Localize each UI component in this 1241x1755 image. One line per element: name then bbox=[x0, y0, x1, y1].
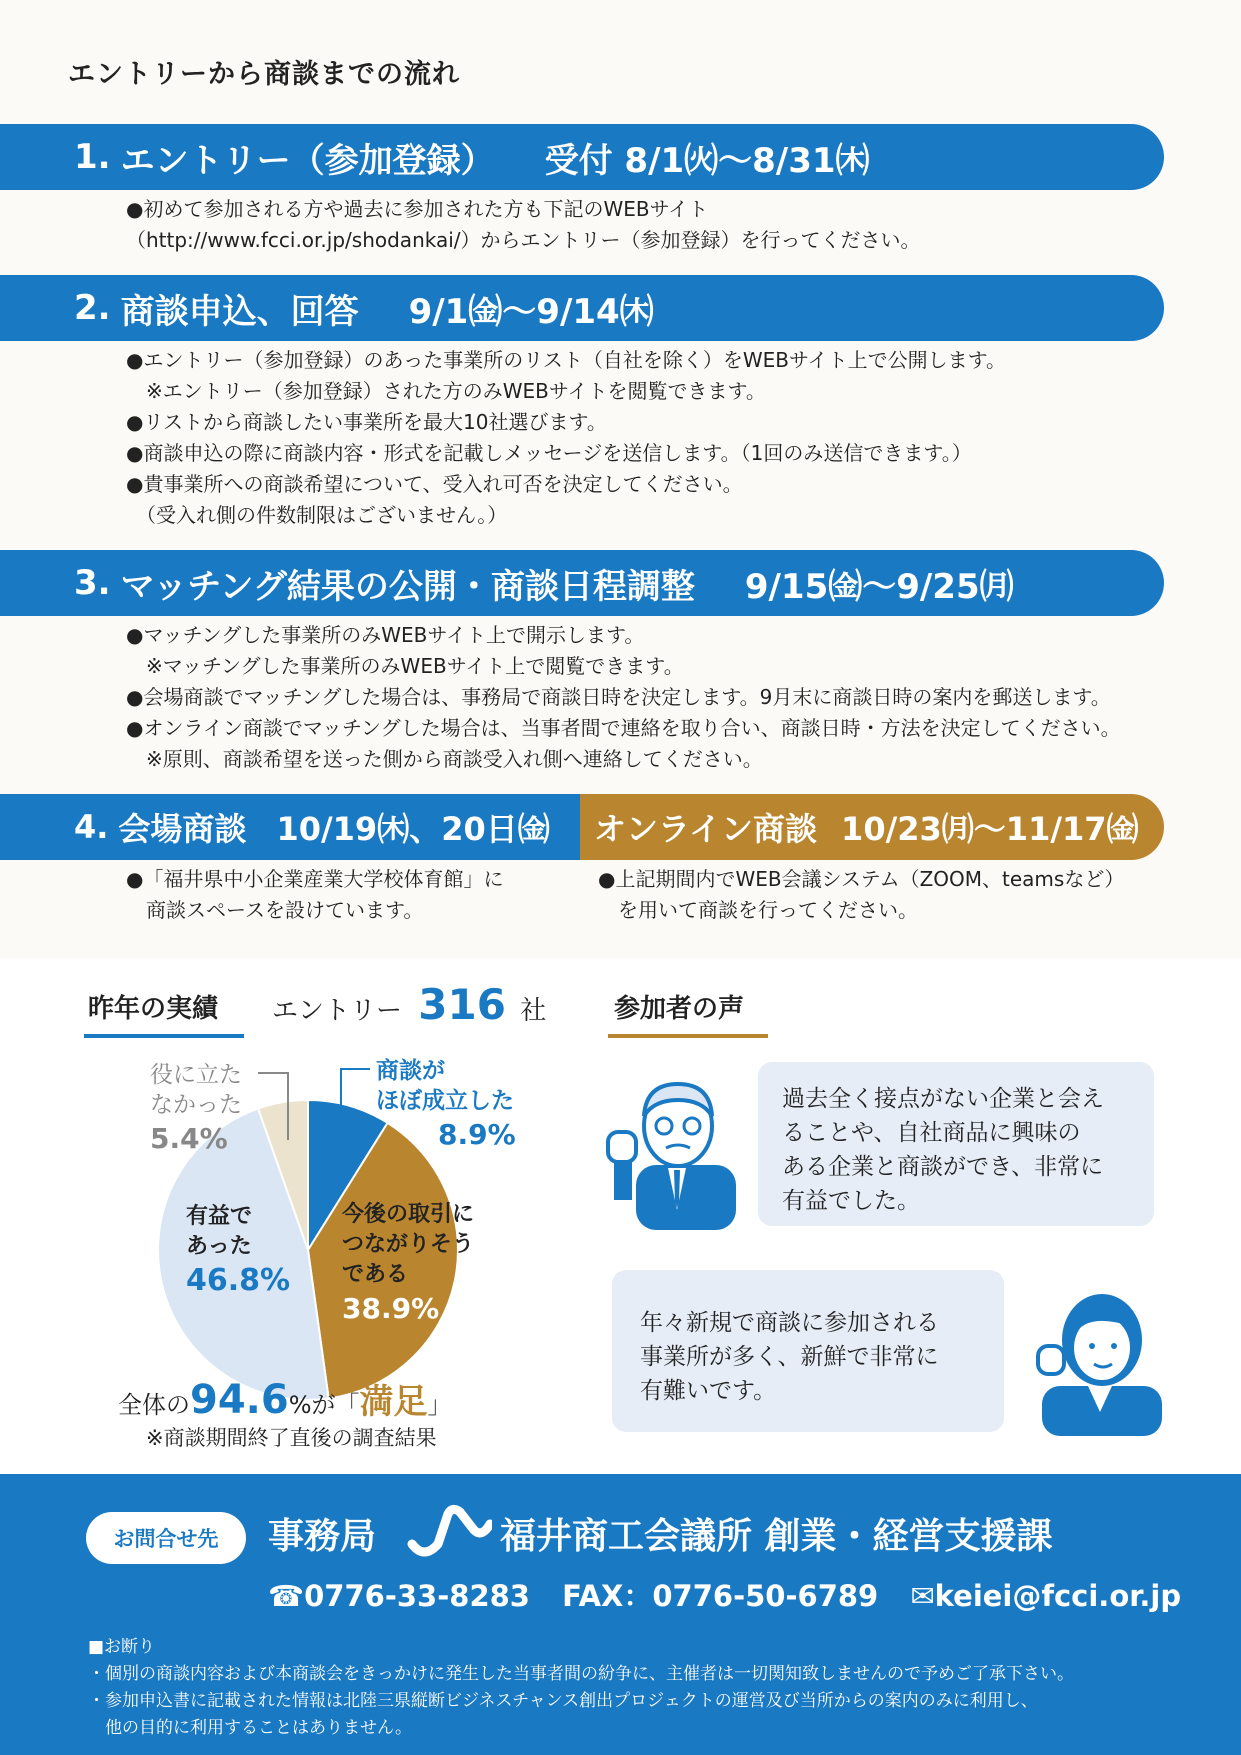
pie-label-text: 有益で bbox=[186, 1204, 253, 1229]
entry-line bbox=[272, 980, 546, 1029]
step1-text bbox=[126, 194, 921, 256]
step3-text bbox=[126, 620, 1121, 775]
voice-line: ある企業と商談ができ、非常に bbox=[782, 1154, 1104, 1180]
pie-label-success bbox=[376, 1056, 516, 1150]
step2-band bbox=[0, 275, 1164, 341]
step4-line: 商談スペースを設けています。 bbox=[126, 898, 424, 922]
step2-text bbox=[126, 345, 1006, 531]
voice-line: 有難いです。 bbox=[640, 1378, 777, 1404]
voice-line: 年々新規で商談に参加される bbox=[640, 1310, 939, 1336]
step4-band bbox=[0, 794, 600, 860]
woman-avatar-icon bbox=[1036, 1286, 1166, 1436]
leader-line bbox=[340, 1068, 342, 1114]
step2-date: 9/1㈮〜9/14㈭ bbox=[408, 291, 654, 332]
voice-bubble-1 bbox=[758, 1062, 1154, 1226]
satisfaction-prefix: 全体の bbox=[118, 1391, 190, 1419]
notice-line: ・個別の商談内容および本商談会をきっかけに発生した当事者間の紛争に、主催者は一切関知致しませんので予めご了承下さい。 bbox=[88, 1664, 1074, 1684]
step2-title: 商談申込、回答 bbox=[120, 291, 359, 332]
notice-title: ■お断り bbox=[88, 1637, 156, 1657]
step2-line: ●リストから商談したい事業所を最大10社選びます。 bbox=[126, 410, 607, 434]
chamber-logo-icon bbox=[404, 1504, 492, 1560]
voices-title: 参加者の声 bbox=[614, 994, 745, 1024]
voice-bubble-2 bbox=[612, 1270, 1004, 1432]
stats-underline bbox=[84, 1034, 244, 1038]
phone-number[interactable]: ☎0776-33-8283 bbox=[268, 1579, 530, 1613]
fax-number: FAX：0776-50-6789 bbox=[562, 1579, 879, 1613]
online-date: 10/23㈪〜11/17㈮ bbox=[841, 810, 1139, 848]
office-label: 事務局 bbox=[268, 1516, 377, 1557]
email-link[interactable]: ✉keiei@fcci.or.jp bbox=[910, 1579, 1182, 1613]
voice-line: 事業所が多く、新鮮で非常に bbox=[640, 1344, 939, 1370]
step3-title: マッチング結果の公開・商談日程調整 bbox=[120, 566, 695, 607]
step2-line: ●商談申込の際に商談内容・形式を記載しメッセージを送信します。（1回のみ送信できます。） bbox=[126, 441, 972, 465]
satisfaction-line bbox=[118, 1374, 452, 1423]
voice-line: 過去全く接点がない企業と会え bbox=[782, 1086, 1104, 1112]
entry-label: エントリー bbox=[272, 996, 403, 1026]
step4-text bbox=[126, 864, 503, 926]
step4-title: 会場商談 bbox=[118, 810, 247, 848]
voice-line: ることや、自社商品に興味の bbox=[782, 1120, 1081, 1146]
step3-date: 9/15㈮〜9/25㈪ bbox=[744, 566, 1014, 607]
notice-line: ・参加申込書に記載された情報は北陸三県縦断ビジネスチャンス創出プロジェクトの運営及び当所からの案内のみに利用し、 bbox=[88, 1691, 1038, 1711]
pie-label-text: ほぼ成立した bbox=[376, 1088, 514, 1114]
step3-band bbox=[0, 550, 1164, 616]
satisfaction-word: 満足 bbox=[359, 1382, 428, 1422]
stats-title: 昨年の実績 bbox=[88, 994, 219, 1024]
leader-line bbox=[340, 1068, 370, 1070]
pie-label-text: 商談が bbox=[376, 1058, 445, 1084]
entry-unit: 社 bbox=[520, 996, 547, 1026]
online-line: ●上記期間内でWEB会議システム（ZOOM、teamsなど） bbox=[598, 867, 1125, 891]
online-title: オンライン商談 bbox=[594, 810, 818, 848]
notice-line: 他の目的に利用することはありません。 bbox=[88, 1718, 413, 1738]
online-line: を用いて商談を行ってください。 bbox=[598, 898, 918, 922]
pie-label-value: 5.4% bbox=[150, 1122, 228, 1155]
pie-label-useless bbox=[150, 1060, 242, 1154]
pie-label-text: あった bbox=[186, 1234, 252, 1259]
step3-line: ※マッチングした事業所のみWEBサイト上で閲覧できます。 bbox=[126, 654, 684, 678]
satisfaction-value: 94.6 bbox=[190, 1377, 289, 1423]
step1-title: エントリー（参加登録） bbox=[120, 140, 495, 181]
step3-line: ●オンライン商談でマッチングした場合は、当事者間で連絡を取り合い、商談日時・方法を決定してください。 bbox=[126, 716, 1121, 740]
step2-line: （受入れ側の件数制限はございません。） bbox=[126, 503, 508, 527]
notice-block bbox=[88, 1634, 1074, 1742]
pie-label-text: 役に立た bbox=[150, 1062, 242, 1088]
pie-label-future bbox=[342, 1200, 474, 1324]
step2-line: ●貴事業所への商談希望について、受入れ可否を決定してください。 bbox=[126, 472, 743, 496]
step1-number: 1. bbox=[74, 137, 111, 177]
organization-name: 福井商工会議所 創業・経営支援課 bbox=[500, 1516, 1053, 1557]
pie-label-text: つながりそう bbox=[342, 1232, 475, 1257]
voice-line: 有益でした。 bbox=[782, 1188, 920, 1214]
online-band bbox=[580, 794, 1164, 860]
step4-date: 10/19㈭、20日㈮ bbox=[276, 810, 550, 848]
step1-date: 受付 8/1㈫〜8/31㈭ bbox=[544, 140, 870, 181]
pie-label-text: である bbox=[342, 1262, 409, 1287]
step4-line: ●「福井県中小企業産業大学校体育館」に bbox=[126, 867, 504, 891]
pie-label-value: 8.9% bbox=[438, 1118, 516, 1151]
pie-label-text: なかった bbox=[150, 1092, 242, 1118]
contact-footer bbox=[0, 1474, 1241, 1755]
step1-line: ●初めて参加される方や過去に参加された方も下記のWEBサイト bbox=[126, 197, 709, 221]
man-avatar-icon bbox=[606, 1070, 736, 1230]
contact-line bbox=[268, 1574, 1181, 1615]
leader-line bbox=[258, 1072, 288, 1074]
page-heading: エントリーから商談までの流れ bbox=[68, 59, 460, 90]
step3-line: ●マッチングした事業所のみWEBサイト上で開示します。 bbox=[126, 623, 645, 647]
satisfaction-close: 」 bbox=[427, 1391, 452, 1419]
contact-pill: お問合せ先 bbox=[86, 1512, 246, 1564]
step1-band bbox=[0, 124, 1164, 190]
pie-label-value: 38.9% bbox=[342, 1292, 440, 1325]
survey-note: ※商談期間終了直後の調査結果 bbox=[146, 1426, 437, 1450]
step1-line: （http://www.fcci.or.jp/shodankai/）からエントリー（参加登録）を行ってください。 bbox=[126, 228, 921, 252]
leader-line bbox=[287, 1072, 289, 1140]
step3-number: 3. bbox=[74, 563, 111, 603]
pie-label-useful bbox=[186, 1202, 290, 1296]
voices-underline bbox=[608, 1034, 768, 1038]
step3-line: ●会場商談でマッチングした場合は、事務局で商談日時を決定します。9月末に商談日時の案内を郵送します。 bbox=[126, 685, 1111, 709]
pie-label-value: 46.8% bbox=[186, 1263, 291, 1298]
pie-label-text: 今後の取引に bbox=[342, 1202, 475, 1227]
step4-number: 4. bbox=[74, 808, 109, 846]
step2-line: ●エントリー（参加登録）のあった事業所のリスト（自社を除く）をWEBサイト上で公開します。 bbox=[126, 348, 1006, 372]
step3-line: ※原則、商談希望を送った側から商談受入れ側へ連絡してください。 bbox=[126, 747, 763, 771]
entry-count: 316 bbox=[418, 980, 506, 1029]
step2-line: ※エントリー（参加登録）された方のみWEBサイトを閲覧できます。 bbox=[126, 379, 766, 403]
online-text bbox=[598, 864, 1124, 926]
step2-number: 2. bbox=[74, 288, 111, 328]
satisfaction-pct: %が「 bbox=[288, 1391, 360, 1419]
